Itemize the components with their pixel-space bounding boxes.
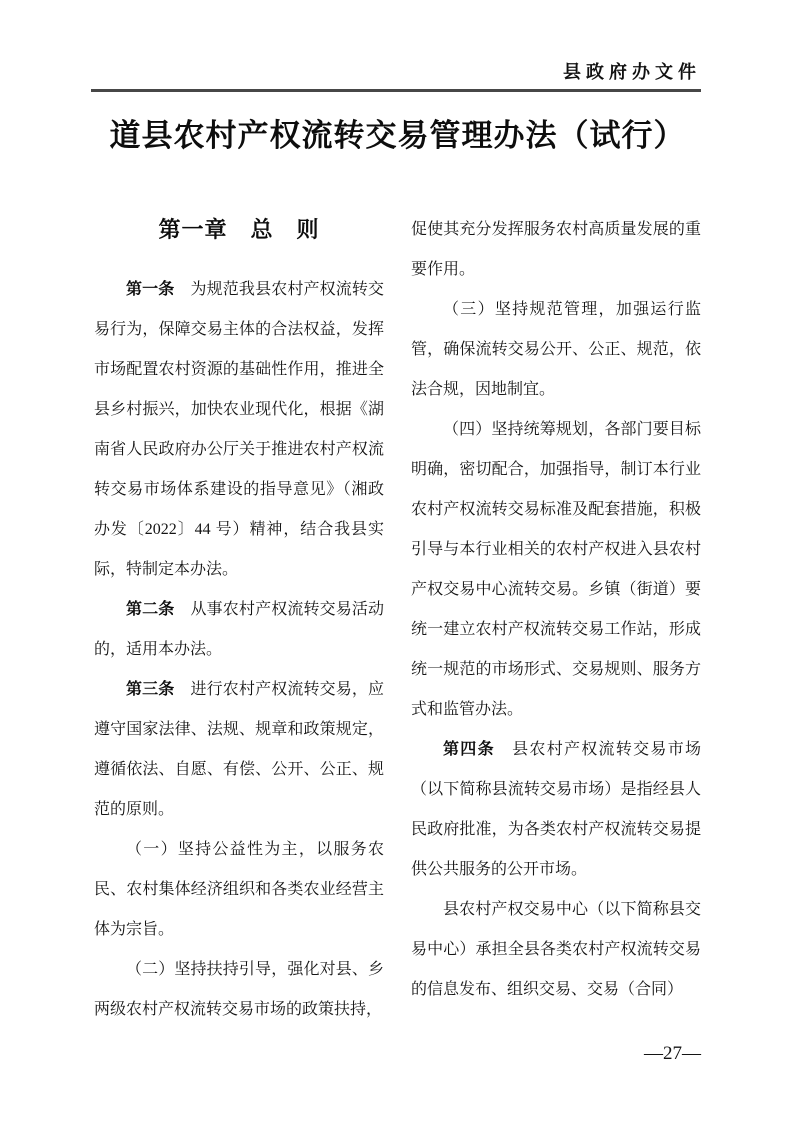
article-3-text: 进行农村产权流转交易，应遵守国家法律、法规、规章和政策规定，遵循依法、自愿、有偿、公开、公正、规范的原则。 <box>94 681 384 818</box>
right-column <box>411 210 701 1030</box>
paragraph-item-4 <box>411 410 701 730</box>
paragraph-article-1 <box>94 270 384 590</box>
article-1-lead: 第一条 <box>126 281 175 298</box>
body-columns <box>94 210 701 1030</box>
article-3-lead: 第三条 <box>126 681 175 698</box>
paragraph-item-2-continued <box>411 210 701 290</box>
item-1-text: （一）坚持公益性为主，以服务农民、农村集体经济组织和各类农业经营主体为宗旨。 <box>94 841 384 938</box>
item-2-text: （二）坚持扶持引导，强化对县、乡两级农村产权流转交易市场的政策扶持， <box>94 961 384 1018</box>
item-2-continued-text: 促使其充分发挥服务农村高质量发展的重要作用。 <box>411 221 701 278</box>
paragraph-item-3 <box>411 290 701 410</box>
left-column <box>94 210 384 1030</box>
article-4-lead: 第四条 <box>443 741 495 758</box>
paragraph-article-4 <box>411 730 701 890</box>
paragraph-item-1 <box>94 830 384 950</box>
article-2-text: 从事农村产权流转交易活动的，适用本办法。 <box>94 601 384 658</box>
paragraph-trade-center <box>411 890 701 1010</box>
item-4-text: （四）坚持统筹规划，各部门要目标明确，密切配合，加强指导，制订本行业农村产权流转交易标准及配套措施，积极引导与本行业相关的农村产权进入县农村产权交易中心流转交易。乡镇（街道）要统一建立农村产权流转交易工作站，形成统一规范的市场形式、交易规则、服务方式和监管办法。 <box>411 421 701 718</box>
paragraph-article-2 <box>94 590 384 670</box>
article-4-text: 县农村产权流转交易市场（以下简称县流转交易市场）是指经县人民政府批准，为各类农村产权流转交易提供公共服务的公开市场。 <box>411 741 701 878</box>
article-1-text: 为规范我县农村产权流转交易行为，保障交易主体的合法权益，发挥市场配置农村资源的基础性作用，推进全县乡村振兴，加快农业现代化，根据《湖南省人民政府办公厅关于推进农村产权流转交易市场体系建设的指导意见》（湘政办发〔2022〕44 号）精神，结合我县实际，特制定本办法。 <box>94 281 384 578</box>
document-title: 道县农村产权流转交易管理办法（试行） <box>109 118 686 153</box>
page-number: —27— <box>644 1043 701 1064</box>
running-head: 县政府办文件 <box>563 62 701 82</box>
chapter-heading: 第一章 总 则 <box>158 217 320 242</box>
header-rule <box>91 89 701 92</box>
item-3-text: （三）坚持规范管理，加强运行监管，确保流转交易公开、公正、规范，依法合规，因地制宜。 <box>411 301 701 398</box>
article-2-lead: 第二条 <box>126 601 175 618</box>
trade-center-text: 县农村产权交易中心（以下简称县交易中心）承担全县各类农村产权流转交易的信息发布、组织交易、交易（合同） <box>411 901 701 998</box>
paragraph-article-3 <box>94 670 384 830</box>
paragraph-item-2 <box>94 950 384 1030</box>
